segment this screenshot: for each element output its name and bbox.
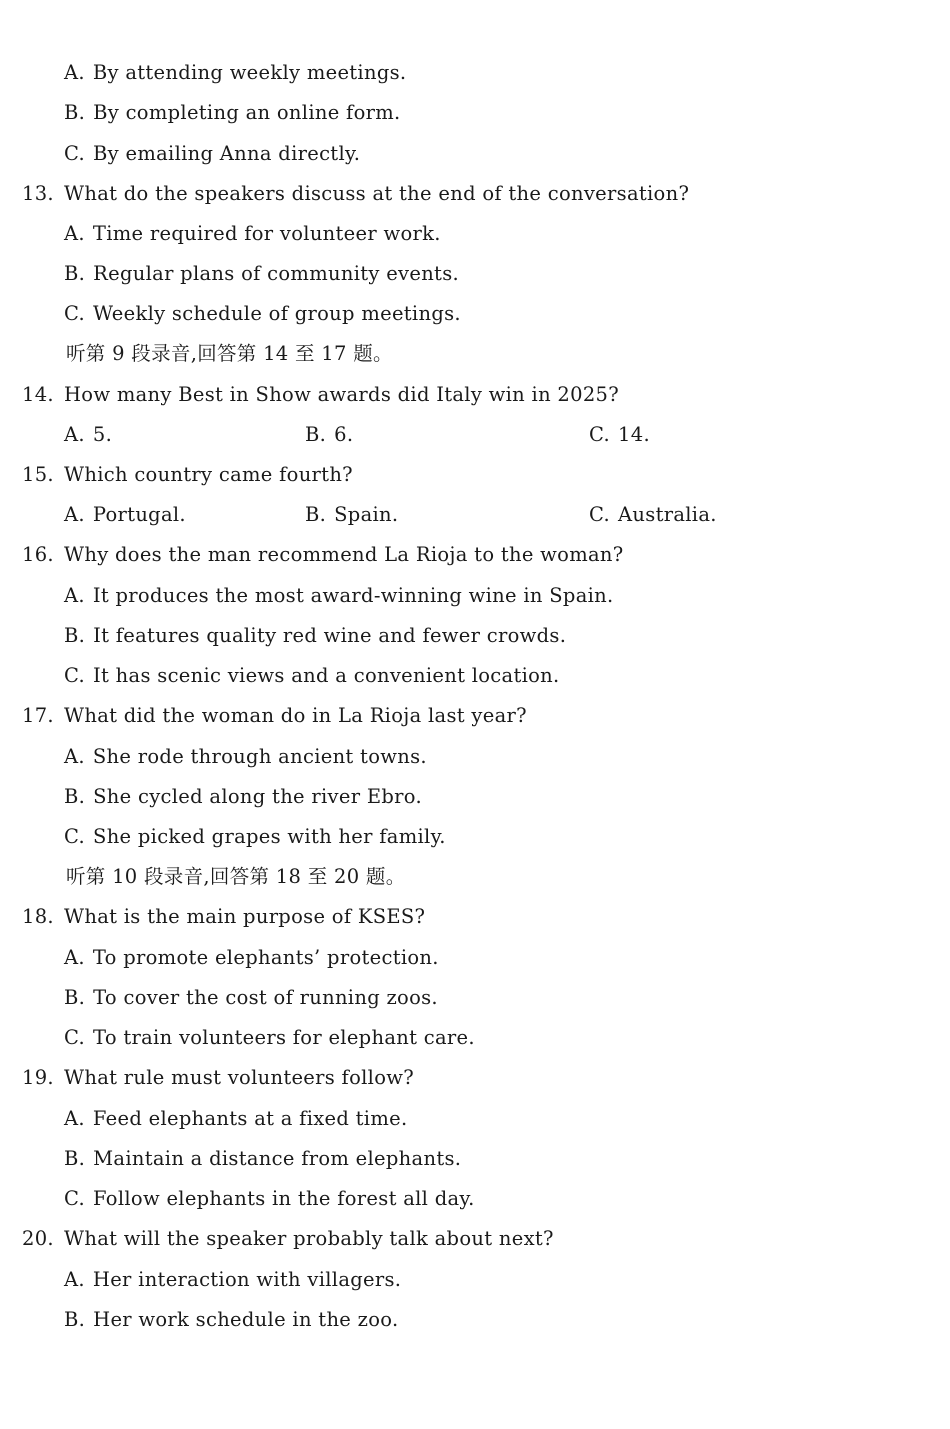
question-text: How many Best in Show awards did Italy win in 2025? bbox=[64, 383, 620, 406]
answer-option[interactable] bbox=[64, 822, 446, 852]
answer-option[interactable] bbox=[64, 1144, 461, 1174]
question-number: 19. bbox=[22, 1066, 54, 1089]
option-letter: C. bbox=[64, 1026, 86, 1049]
option-letter: B. bbox=[64, 262, 86, 285]
option-letter: C. bbox=[589, 503, 611, 526]
answer-option[interactable] bbox=[64, 259, 459, 289]
option-letter: A. bbox=[64, 1107, 85, 1130]
option-letter: B. bbox=[64, 785, 86, 808]
option-text: To promote elephants’ protection. bbox=[92, 946, 439, 969]
question-number: 14. bbox=[22, 383, 54, 406]
option-letter: A. bbox=[64, 423, 85, 446]
option-text: It has scenic views and a convenient location. bbox=[93, 664, 560, 687]
option-text: Follow elephants in the forest all day. bbox=[93, 1187, 475, 1210]
option-text: Spain. bbox=[334, 503, 399, 526]
option-text: It features quality red wine and fewer crowds. bbox=[93, 624, 567, 647]
option-letter: B. bbox=[64, 624, 86, 647]
option-text: Her work schedule in the zoo. bbox=[93, 1308, 399, 1331]
option-text: By attending weekly meetings. bbox=[92, 61, 407, 84]
answer-option[interactable] bbox=[589, 500, 717, 530]
option-text: She cycled along the river Ebro. bbox=[93, 785, 422, 808]
option-text: 14. bbox=[618, 423, 650, 446]
option-text: Her interaction with villagers. bbox=[92, 1268, 402, 1291]
option-letter: A. bbox=[64, 584, 85, 607]
option-letter: C. bbox=[64, 142, 86, 165]
option-letter: A. bbox=[64, 61, 85, 84]
option-text: To train volunteers for elephant care. bbox=[93, 1026, 475, 1049]
option-letter: A. bbox=[64, 745, 85, 768]
question-text: Why does the man recommend La Rioja to the woman? bbox=[64, 543, 624, 566]
option-text: Time required for volunteer work. bbox=[92, 222, 441, 245]
option-text: Maintain a distance from elephants. bbox=[93, 1147, 462, 1170]
option-text: Regular plans of community events. bbox=[93, 262, 459, 285]
answer-option[interactable] bbox=[305, 500, 398, 530]
answer-option[interactable] bbox=[64, 581, 614, 611]
answer-option[interactable] bbox=[64, 299, 461, 329]
option-text: Feed elephants at a fixed time. bbox=[92, 1107, 408, 1130]
option-letter: C. bbox=[589, 423, 611, 446]
question-number: 17. bbox=[22, 704, 54, 727]
answer-option[interactable] bbox=[64, 1305, 398, 1335]
option-text: Portugal. bbox=[92, 503, 186, 526]
answer-option[interactable] bbox=[64, 98, 401, 128]
question-text: What rule must volunteers follow? bbox=[64, 1066, 414, 1089]
option-letter: B. bbox=[64, 1308, 86, 1331]
option-letter: B. bbox=[64, 1147, 86, 1170]
answer-option[interactable] bbox=[64, 420, 112, 450]
option-text: She picked grapes with her family. bbox=[93, 825, 446, 848]
option-letter: A. bbox=[64, 946, 85, 969]
question-text: Which country came fourth? bbox=[64, 463, 353, 486]
option-letter: B. bbox=[305, 503, 327, 526]
answer-option[interactable] bbox=[64, 943, 439, 973]
answer-option[interactable] bbox=[64, 782, 422, 812]
option-text: Australia. bbox=[618, 503, 717, 526]
option-letter: B. bbox=[64, 986, 86, 1009]
question-number: 13. bbox=[22, 182, 54, 205]
answer-option[interactable] bbox=[64, 1023, 475, 1053]
option-letter: C. bbox=[64, 825, 86, 848]
answer-option[interactable] bbox=[64, 1104, 407, 1134]
option-text: Weekly schedule of group meetings. bbox=[93, 302, 461, 325]
question-number: 15. bbox=[22, 463, 54, 486]
option-text: 6. bbox=[334, 423, 354, 446]
option-text: To cover the cost of running zoos. bbox=[93, 986, 438, 1009]
answer-option[interactable] bbox=[64, 1184, 475, 1214]
option-letter: B. bbox=[64, 101, 86, 124]
question-text: What will the speaker probably talk about next? bbox=[64, 1227, 554, 1250]
answer-option[interactable] bbox=[64, 742, 427, 772]
option-letter: A. bbox=[64, 503, 85, 526]
option-letter: A. bbox=[64, 1268, 85, 1291]
option-text: By completing an online form. bbox=[93, 101, 401, 124]
section-instruction: 听第 10 段录音,回答第 18 至 20 题。 bbox=[66, 865, 406, 888]
option-letter: C. bbox=[64, 664, 86, 687]
option-letter: B. bbox=[305, 423, 327, 446]
option-text: She rode through ancient towns. bbox=[92, 745, 427, 768]
option-letter: C. bbox=[64, 1187, 86, 1210]
option-text: By emailing Anna directly. bbox=[93, 142, 361, 165]
option-text: It produces the most award-winning wine in Spain. bbox=[92, 584, 614, 607]
answer-option[interactable] bbox=[64, 1265, 401, 1295]
question-number: 18. bbox=[22, 905, 54, 928]
option-letter: C. bbox=[64, 302, 86, 325]
option-text: 5. bbox=[92, 423, 113, 446]
answer-option[interactable] bbox=[64, 58, 406, 88]
question-text: What did the woman do in La Rioja last year? bbox=[64, 704, 527, 727]
question-number: 20. bbox=[22, 1227, 54, 1250]
answer-option[interactable] bbox=[305, 420, 353, 450]
answer-option[interactable] bbox=[64, 219, 441, 249]
question-text: What do the speakers discuss at the end of the conversation? bbox=[64, 182, 690, 205]
answer-option[interactable] bbox=[64, 500, 186, 530]
question-number: 16. bbox=[22, 543, 54, 566]
answer-option[interactable] bbox=[589, 420, 650, 450]
answer-option[interactable] bbox=[64, 139, 360, 169]
section-instruction: 听第 9 段录音,回答第 14 至 17 题。 bbox=[66, 342, 393, 365]
answer-option[interactable] bbox=[64, 983, 438, 1013]
question-text: What is the main purpose of KSES? bbox=[64, 905, 426, 928]
option-letter: A. bbox=[64, 222, 85, 245]
answer-option[interactable] bbox=[64, 621, 566, 651]
answer-option[interactable] bbox=[64, 661, 560, 691]
